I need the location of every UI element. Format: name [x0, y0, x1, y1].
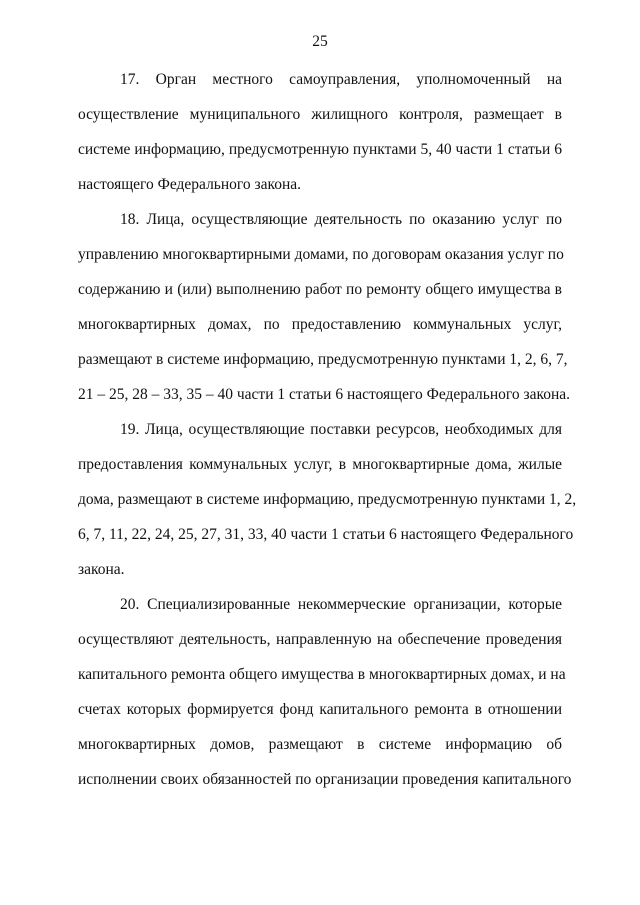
paragraph-line: осуществление муниципального жилищного контроля, размещает в [78, 106, 562, 123]
paragraph-line: многоквартирных домах, по предоставлению коммунальных услуг, [78, 316, 562, 333]
paragraph-line: осуществляют деятельность, направленную на обеспечение проведения [78, 631, 562, 648]
paragraph-20 [78, 596, 572, 806]
paragraph-line: содержанию и (или) выполнению работ по ремонту общего имущества в [78, 281, 562, 298]
paragraph-line: 21 – 25, 28 – 33, 35 – 40 части 1 статьи 6 настоящего Федерального закона. [78, 386, 571, 403]
paragraph-line: 18. Лица, осуществляющие деятельность по оказанию услуг по [120, 211, 562, 228]
paragraph-line: системе информацию, предусмотренную пунктами 5, 40 части 1 статьи 6 [78, 141, 562, 158]
paragraph-line: предоставления коммунальных услуг, в многоквартирные дома, жилые [78, 456, 562, 473]
paragraph-line: 17. Орган местного самоуправления, уполномоченный на [120, 71, 562, 88]
paragraph-line: капитального ремонта общего имущества в многоквартирных домах, и на [78, 666, 566, 683]
paragraph-line: настоящего Федерального закона. [78, 176, 302, 193]
paragraph-19 [78, 421, 577, 596]
paragraph-line: размещают в системе информацию, предусмотренную пунктами 1, 2, 6, 7, [78, 351, 568, 368]
paragraph-line: 19. Лица, осуществляющие поставки ресурсов, необходимых для [120, 421, 562, 438]
paragraph-line: 6, 7, 11, 22, 24, 25, 27, 31, 33, 40 части 1 статьи 6 настоящего Федерального [78, 526, 574, 543]
paragraph-line: счетах которых формируется фонд капитального ремонта в отношении [78, 701, 562, 718]
paragraph-line: дома, размещают в системе информацию, предусмотренную пунктами 1, 2, [78, 491, 577, 508]
page-number: 25 [312, 33, 328, 50]
paragraph-line: управлению многоквартирными домами, по договорам оказания услуг по [78, 246, 564, 263]
paragraph-line: многоквартирных домов, размещают в системе информацию об [78, 736, 562, 753]
paragraph-line: 20. Специализированные некоммерческие организации, которые [120, 596, 562, 613]
paragraph-17 [78, 71, 562, 211]
paragraph-line: исполнении своих обязанностей по организации проведения капитального [78, 771, 572, 788]
paragraph-line: закона. [78, 561, 125, 578]
paragraph-18 [78, 211, 571, 421]
